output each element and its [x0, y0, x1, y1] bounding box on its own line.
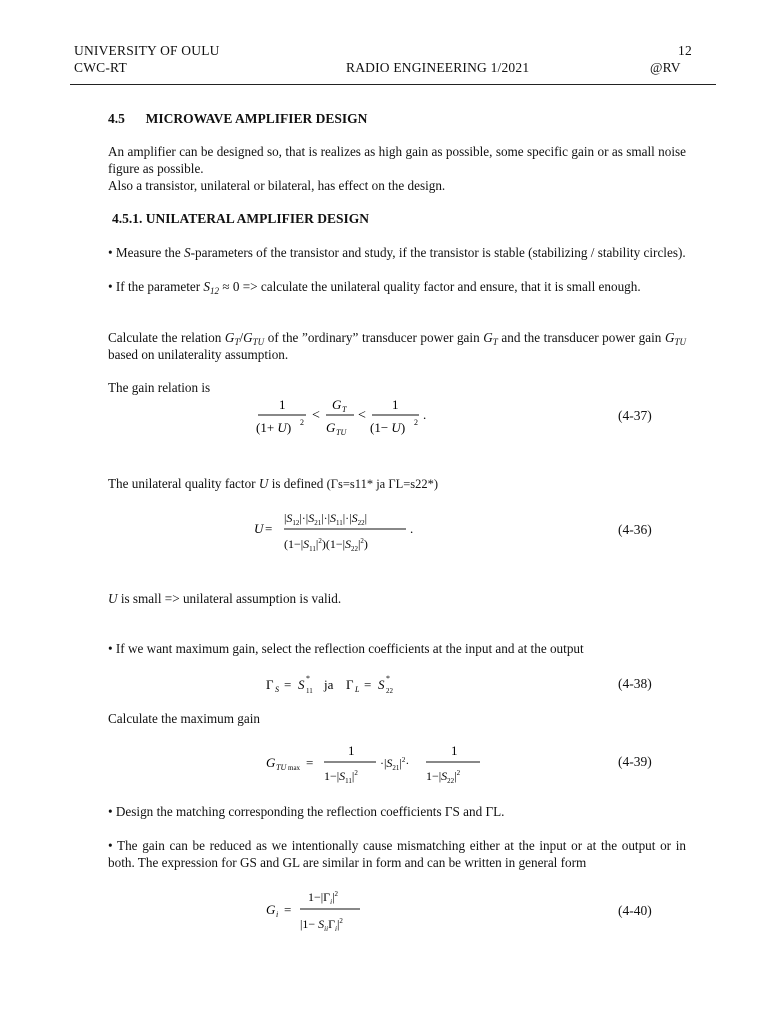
svg-text:max: max	[288, 764, 301, 772]
svg-text:<: <	[358, 408, 366, 423]
svg-text:(1−|S11|2)(1−|S22|2): $(1-|S_{11}|^2)(1-|S_{22}|^2)$	[284, 537, 368, 553]
bullet-text: -parameters of the transistor and study, if the transistor is stable (stabilizing / stability circles).	[190, 245, 686, 260]
var-g: G	[483, 330, 493, 345]
eq-ja: ja	[324, 677, 334, 692]
sub: TU	[252, 337, 265, 347]
svg-text:S: S	[298, 677, 305, 692]
svg-text:*: *	[306, 674, 310, 683]
svg-text:*: *	[386, 674, 390, 683]
svg-text:=: =	[284, 902, 292, 917]
section-heading	[108, 111, 367, 127]
svg-text:1: 1	[392, 397, 399, 412]
equation-4-39	[266, 740, 496, 793]
svg-text:=: =	[364, 677, 372, 692]
bullet-gain-reduction: • The gain can be reduced as we intentionally cause mismatching either at the input or at the output or in both. The expression for GS and GL are similar in form and can be written in general form	[108, 838, 686, 870]
svg-text:.: .	[410, 521, 414, 536]
svg-text:i: i	[276, 910, 279, 919]
calculate-max-gain-label: Calculate the maximum gain	[108, 711, 260, 726]
bullet-unilateral	[108, 278, 686, 295]
sub: T	[492, 337, 498, 347]
text: of the ”ordinary” transducer power gain	[264, 330, 484, 345]
svg-text:TU: TU	[336, 428, 347, 437]
eq-number-4-39: (4-39)	[618, 754, 652, 769]
var-s: S	[203, 279, 211, 294]
text: is small => unilateral assumption is valid.	[117, 591, 342, 606]
svg-text:.: .	[423, 407, 427, 422]
gain-relation-label: The gain relation is	[108, 380, 211, 395]
eq-number-4-37: (4-37)	[618, 408, 652, 423]
svg-text:S: S	[378, 677, 385, 692]
svg-text:T: T	[342, 405, 347, 414]
bullet-text: • Measure the	[108, 245, 185, 260]
header-page-number: 12	[678, 43, 692, 58]
svg-text:11: 11	[306, 687, 313, 695]
svg-text:G: G	[266, 755, 276, 770]
u-small-statement	[108, 590, 686, 607]
var-g: G	[243, 330, 253, 345]
text: The unilateral quality factor	[108, 476, 259, 491]
var-g: G	[664, 330, 675, 345]
svg-text:Γ: Γ	[346, 677, 354, 692]
text: based on unilaterality assumption.	[108, 347, 289, 362]
svg-text:S: S	[275, 685, 279, 694]
text: Calculate the relation	[108, 330, 225, 345]
intro-paragraph-1: An amplifier can be designed so, that is realizes as high gain as possible, some specific gain or as small noise figure as possible.	[108, 144, 686, 176]
svg-text:1−|S11|2: $1-|S_{11}|^2$	[324, 769, 358, 785]
equation-4-40	[266, 886, 376, 943]
svg-text:G: G	[326, 420, 336, 435]
svg-text:|1− SiiΓi|2: $|1- S_{ii}\Gamma_i|^2$	[300, 917, 343, 933]
svg-text:1−|Γi|2: $1-|\Gamma_i|^2$	[308, 890, 338, 906]
bullet-design-matching: • Design the matching corresponding the reflection coefficients ΓS and ΓL.	[108, 804, 505, 819]
slash: /	[239, 330, 244, 345]
svg-text:G: G	[332, 397, 342, 412]
svg-text:1: 1	[348, 743, 355, 758]
svg-text:22: 22	[386, 687, 393, 695]
sub: TU	[674, 337, 687, 347]
var-u: U	[258, 476, 269, 491]
paragraph-gain-relation	[108, 329, 686, 363]
eq-number-4-36: (4-36)	[618, 522, 652, 537]
svg-text:TU: TU	[276, 763, 287, 772]
svg-text:|S12|·|S21|·|S11|·|S22|: $|S_{12}|\cdot|S_{21}|\cdot|S_{11}|\cdot|S_{22}|$	[284, 511, 367, 527]
svg-text:L: L	[355, 685, 360, 694]
intro-paragraph-2: Also a transistor, unilateral or bilateral, has effect on the design.	[108, 178, 446, 193]
text: is defined	[268, 476, 324, 491]
sub: T	[234, 337, 240, 347]
svg-text:(1+ U): (1+ U)	[256, 420, 292, 435]
svg-text:(1− U): (1− U)	[370, 420, 406, 435]
var-s: S	[184, 245, 191, 260]
svg-text:G: G	[266, 902, 276, 917]
bullet-text: ≈ 0 => calculate the unilateral quality factor and ensure, that it is small enough.	[219, 279, 641, 294]
svg-text:2: 2	[414, 418, 418, 427]
eq-number-4-38: (4-38)	[618, 676, 652, 691]
var-g: G	[224, 330, 235, 345]
sub-12: 12	[210, 286, 220, 296]
header-dept: CWC-RT	[74, 60, 127, 75]
text: and the transducer power gain	[497, 330, 665, 345]
gamma-definition: (Γs=s11* ja ΓL=s22*)	[326, 477, 439, 491]
svg-text:U: U	[254, 521, 264, 536]
header-university: UNIVERSITY OF OULU	[74, 43, 220, 58]
bullet-measure	[108, 244, 686, 261]
var-u: U	[108, 591, 118, 606]
section-number: 4.5	[108, 111, 125, 126]
header-course: RADIO ENGINEERING 1/2021	[346, 60, 530, 75]
eq-number-4-40: (4-40)	[618, 903, 652, 918]
svg-text:=: =	[306, 755, 314, 770]
svg-text:1: 1	[279, 397, 286, 412]
svg-text:=: =	[284, 677, 292, 692]
svg-text:1: 1	[451, 743, 458, 758]
unilateral-quality-text	[108, 475, 686, 493]
equation-4-38	[266, 672, 426, 701]
bullet-max-gain: • If we want maximum gain, select the reflection coefficients at the input and at the output	[108, 641, 584, 656]
svg-text:·|S21|2·: $\cdot|S_{21}|^2\cdot$	[380, 756, 410, 772]
section-title: MICROWAVE AMPLIFIER DESIGN	[145, 111, 368, 126]
equation-4-36	[254, 506, 424, 563]
svg-text:<: <	[312, 408, 320, 423]
bullet-text: • If the parameter	[108, 279, 204, 294]
header-author: @RV	[650, 60, 681, 75]
subsection-heading: 4.5.1. UNILATERAL AMPLIFIER DESIGN	[112, 211, 370, 226]
svg-text:Γ: Γ	[266, 677, 274, 692]
header-rule	[70, 84, 716, 85]
svg-text:1−|S22|2: $1-|S_{22}|^2$	[426, 769, 461, 785]
svg-text:=: =	[265, 521, 273, 536]
equation-4-37	[254, 394, 444, 447]
svg-text:2: 2	[300, 418, 304, 427]
